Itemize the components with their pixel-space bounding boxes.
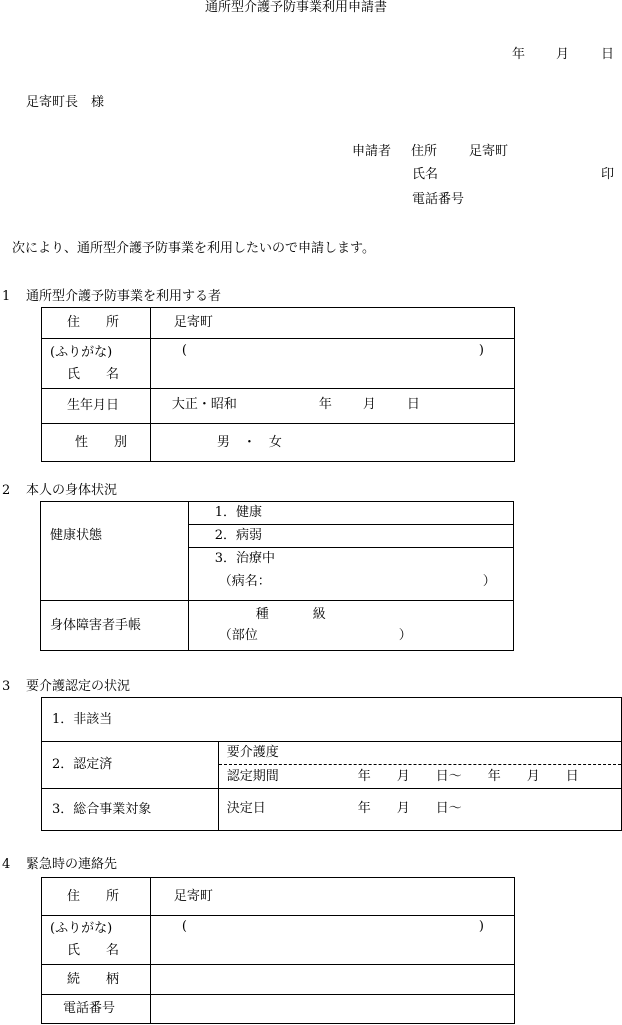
sec2-disease-label: （病名： bbox=[218, 574, 271, 589]
sec2-opt-treatment-cell[interactable] bbox=[188, 548, 513, 601]
sec4-heading: 緊急時の連絡先 bbox=[26, 857, 118, 872]
sec3-number: 3 bbox=[2, 679, 11, 694]
sec1-furigana-label: (ふりがな) bbox=[50, 344, 113, 360]
sec2-grade: 級 bbox=[312, 607, 326, 622]
seal-mark: 印 bbox=[601, 167, 615, 182]
sec3-decision-cell[interactable] bbox=[218, 789, 621, 831]
sec1-address-label: 住 所 bbox=[42, 308, 151, 339]
sec2-table bbox=[40, 501, 514, 651]
addressee: 足寄町長 様 bbox=[26, 95, 105, 110]
sec4-relation-value[interactable] bbox=[150, 965, 514, 995]
applicant-address-label: 住所 bbox=[411, 144, 438, 159]
sec4-number: 4 bbox=[2, 857, 11, 872]
applicant-label: 申請者 bbox=[352, 144, 392, 159]
sec4-address-label: 住 所 bbox=[42, 878, 151, 916]
sec4-relation-label: 続 柄 bbox=[42, 965, 151, 995]
date-year: 年 bbox=[512, 47, 526, 62]
sec3-table bbox=[41, 697, 622, 831]
sec3-period-row[interactable] bbox=[219, 765, 621, 788]
sec1-number: 1 bbox=[2, 289, 11, 304]
sec1-dob-day: 日 bbox=[406, 397, 420, 412]
sec2-disease-close: ） bbox=[482, 574, 496, 589]
sec2-handbook-cell[interactable] bbox=[188, 601, 513, 651]
sec4-address-value[interactable]: 足寄町 bbox=[150, 878, 514, 916]
sec4-furigana-label: (ふりがな) bbox=[50, 921, 113, 936]
sec2-opt-treatment: 3．治療中 bbox=[214, 551, 275, 566]
sec3-certified-details bbox=[218, 742, 621, 789]
sec3-heading: 要介護認定の状況 bbox=[26, 679, 131, 694]
sec1-table bbox=[41, 307, 515, 462]
sec1-gender-options[interactable]: 男 ・ 女 bbox=[150, 424, 514, 462]
sec1-paren-open: ( bbox=[181, 343, 187, 358]
sec2-kind: 種 bbox=[255, 607, 269, 622]
sec2-part-close: ） bbox=[398, 628, 412, 643]
sec2-health-label: 健康状態 bbox=[41, 502, 189, 601]
applicant-phone-label: 電話番号 bbox=[412, 192, 465, 207]
sec3-general-target[interactable]: 3．総合事業対象 bbox=[42, 789, 219, 831]
sec3-decision-label: 決定日 bbox=[226, 801, 266, 816]
sec4-name-label: 氏 名 bbox=[67, 943, 120, 958]
sec2-opt-weak[interactable]: 2．病弱 bbox=[188, 525, 513, 548]
sec4-paren-open: ( bbox=[181, 919, 187, 934]
sec1-name-row bbox=[42, 339, 515, 389]
sec4-phone-label: 電話番号 bbox=[42, 995, 151, 1024]
sec1-address-value[interactable]: 足寄町 bbox=[150, 308, 514, 339]
sec2-opt-healthy[interactable]: 1．健康 bbox=[188, 502, 513, 525]
sec1-address-row bbox=[42, 308, 515, 339]
sec2-handbook-label: 身体障害者手帳 bbox=[41, 601, 189, 651]
sec1-name-label: 氏 名 bbox=[67, 366, 120, 382]
date-day: 日 bbox=[601, 47, 615, 62]
sec3-certified[interactable]: 2．認定済 bbox=[42, 742, 219, 789]
sec4-name-label-cell bbox=[42, 916, 151, 965]
sec1-name-value[interactable] bbox=[150, 339, 514, 389]
sec1-name-label-cell bbox=[42, 339, 151, 389]
sec1-dob-year: 年 bbox=[318, 397, 332, 412]
sec1-gender-label: 性 別 bbox=[42, 424, 151, 462]
sec1-dob-month: 月 bbox=[362, 397, 376, 412]
sec4-phone-value[interactable] bbox=[150, 995, 514, 1024]
sec1-dob-label: 生年月日 bbox=[42, 389, 151, 424]
sec1-heading: 通所型介護予防事業を利用する者 bbox=[26, 289, 222, 304]
sec3-period-label: 認定期間 bbox=[226, 769, 279, 784]
sec4-paren-close: ) bbox=[478, 919, 484, 934]
sec1-dob-value[interactable] bbox=[150, 389, 514, 424]
sec4-name-value[interactable] bbox=[150, 916, 514, 965]
sec2-part-label: （部位 bbox=[218, 628, 258, 643]
page-title: 通所型介護予防事業利用申請書 bbox=[205, 0, 388, 15]
sec3-care-level-label[interactable]: 要介護度 bbox=[219, 742, 621, 765]
sec3-period-dates: 年 月 日～ 年 月 日 bbox=[357, 769, 579, 784]
sec1-era: 大正・昭和 bbox=[171, 397, 237, 412]
applicant-name-label: 氏名 bbox=[412, 167, 439, 182]
date-month: 月 bbox=[556, 47, 570, 62]
sec3-decision-dates: 年 月 日～ bbox=[357, 801, 462, 816]
sec2-heading: 本人の身体状況 bbox=[26, 483, 118, 498]
sec2-number: 2 bbox=[2, 483, 11, 498]
sec1-paren-close: ) bbox=[478, 343, 484, 358]
intro-text: 次により、通所型介護予防事業を利用したいので申請します。 bbox=[12, 241, 375, 256]
sec3-not-applicable[interactable]: 1．非該当 bbox=[42, 698, 622, 742]
sec1-dob-row bbox=[42, 389, 515, 424]
sec1-gender-row bbox=[42, 424, 515, 462]
sec4-table bbox=[41, 877, 515, 1024]
applicant-address-value: 足寄町 bbox=[469, 144, 509, 159]
